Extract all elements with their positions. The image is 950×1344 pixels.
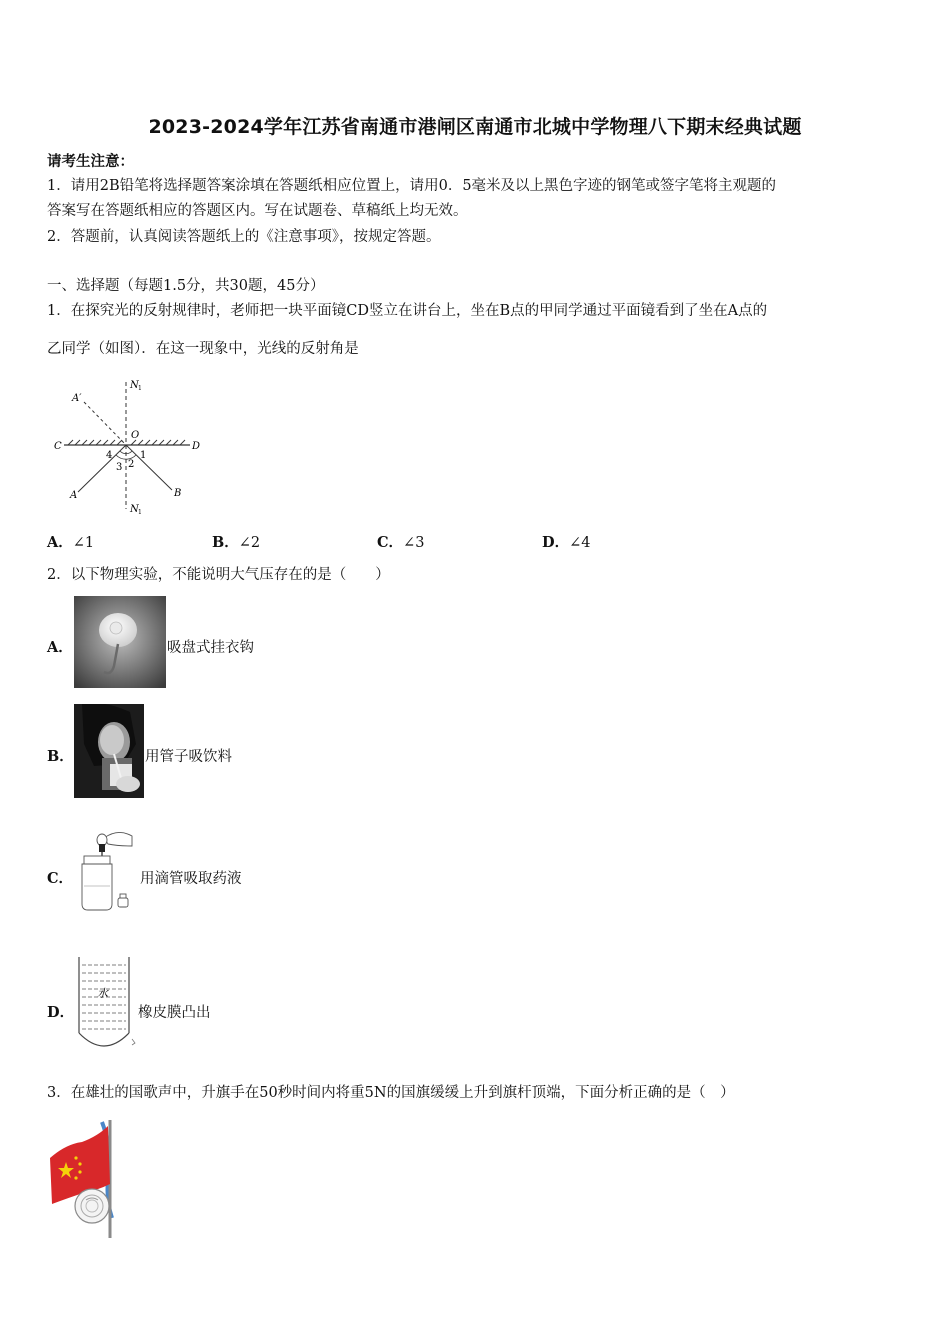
q2-option-a-text: 吸盘式挂衣钩 xyxy=(167,640,254,656)
notice-heading: 请考生注意： xyxy=(47,153,134,170)
label-angle-1: 1 xyxy=(140,450,147,461)
label-c: C xyxy=(54,441,62,452)
notice-item-1-line-1: 1．请用2B铅笔将选择题答案涂填在答题纸相应位置上，请用0．5毫米及以上黑色字迹的钢笔或签字笔将主观题的 xyxy=(47,178,777,194)
q2-option-b-label[interactable]: B． xyxy=(47,748,74,765)
label-angle-4: 4 xyxy=(106,450,113,461)
notice-item-1-line-2: 答案写在答题纸相应的答题区内。写在试题卷、草稿纸上均无效。 xyxy=(47,203,468,219)
flag-raising-image xyxy=(46,1118,126,1240)
q2-option-d-text: 橡皮膜凸出 xyxy=(138,1005,211,1021)
label-angle-2: 2 xyxy=(128,459,135,470)
q2-option-a-label[interactable]: A． xyxy=(47,639,73,656)
label-a: A xyxy=(70,490,78,501)
q1-option-a[interactable]: A．∠1 xyxy=(47,534,95,551)
q1-option-d[interactable]: D．∠4 xyxy=(542,534,591,551)
label-a-prime: A′ xyxy=(72,393,82,404)
q2-option-d-label[interactable]: D． xyxy=(47,1004,75,1021)
q2-stem: 2．以下物理实验，不能说明大气压存在的是（ ） xyxy=(47,567,390,583)
label-b: B xyxy=(174,488,182,499)
label-n1-bottom-sub: 1 xyxy=(138,509,142,516)
dropper-image xyxy=(74,826,136,914)
q1-option-b[interactable]: B．∠2 xyxy=(212,534,261,551)
suction-hook-image xyxy=(74,596,166,688)
label-d: D xyxy=(192,441,201,452)
q1-option-c[interactable]: C．∠3 xyxy=(377,534,425,551)
notice-item-2: 2．答题前，认真阅读答题纸上的《注意事项》，按规定答题。 xyxy=(47,229,441,245)
reflection-diagram xyxy=(50,374,210,524)
label-n1-top: N xyxy=(130,380,139,391)
label-angle-3: 3 xyxy=(116,462,123,473)
q3-stem: 3．在雄壮的国歌声中，升旗手在50秒时间内将重5N的国旗缓缓上升到旗杆顶端，下面分析正确的是（ ） xyxy=(47,1085,735,1101)
label-o: O xyxy=(131,430,140,441)
label-n1-bottom: N xyxy=(130,504,139,515)
label-n1-top-sub: 1 xyxy=(138,385,142,392)
rubber-membrane-image xyxy=(74,955,138,1053)
water-label: 水 xyxy=(97,987,108,1000)
q1-stem-line-2: 乙同学（如图）．在这一现象中，光线的反射角是 xyxy=(47,341,359,357)
q2-option-c-text: 用滴管吸取药液 xyxy=(140,871,242,887)
page-title: 2023-2024学年江苏省南通市港闸区南通市北城中学物理八下期末经典试题 xyxy=(148,116,802,138)
q2-option-b-text: 用管子吸饮料 xyxy=(145,749,232,765)
section-heading: 一、选择题（每题1.5分，共30题，45分） xyxy=(47,278,325,294)
straw-drinking-image xyxy=(74,704,144,798)
q1-stem-line-1: 1．在探究光的反射规律时，老师把一块平面镜CD竖立在讲台上，坐在B点的甲同学通过平面镜看到了坐在A点的 xyxy=(47,303,768,319)
q2-option-c-label[interactable]: C． xyxy=(47,870,74,887)
